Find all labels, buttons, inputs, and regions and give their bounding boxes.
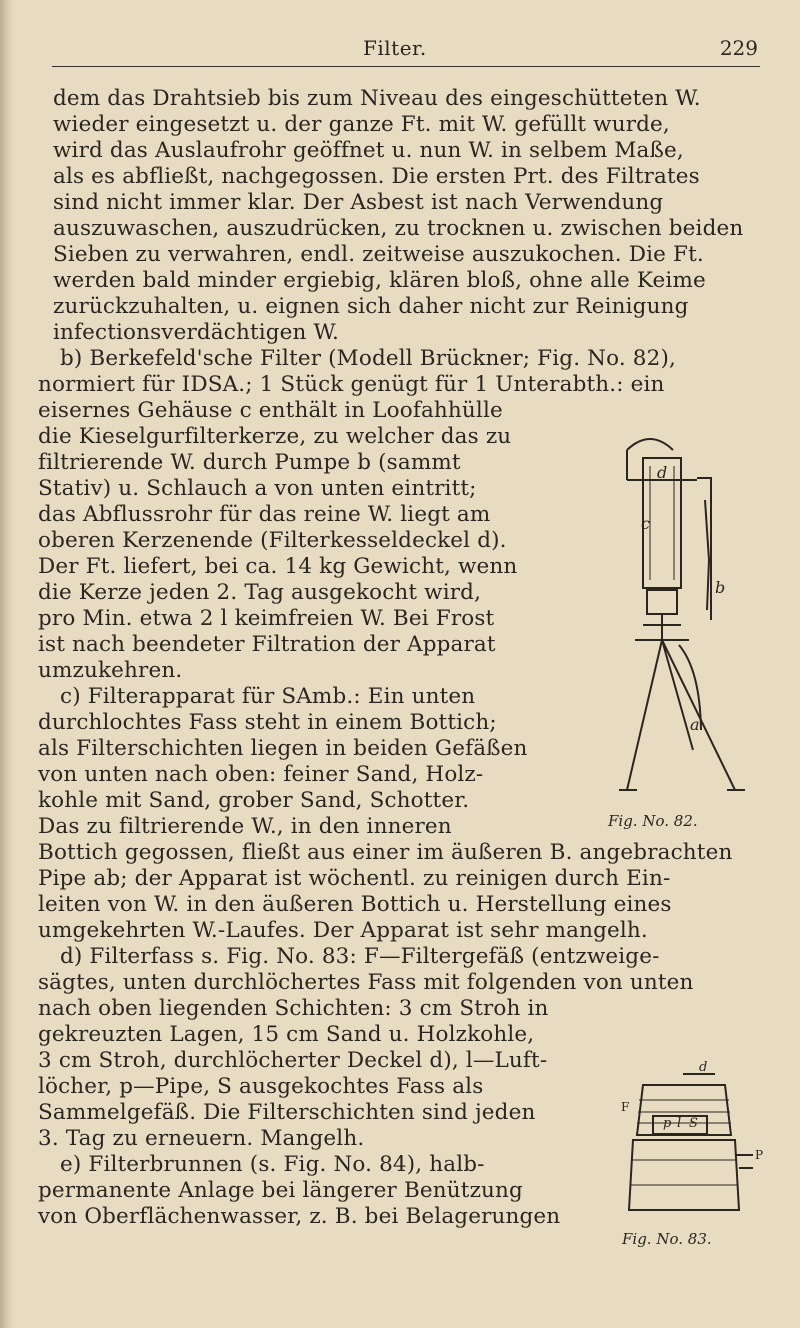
fig82-label-d: d: [657, 463, 668, 482]
filterfass-illustration: [615, 1060, 765, 1220]
text-line: ist nach beendeter Filtration der Apparat: [38, 632, 496, 657]
text-line: das Abflussrohr für das reine W. liegt am: [38, 502, 491, 527]
text-line: durchlochtes Fass steht in einem Bottich;: [38, 710, 497, 735]
text-line: normiert für IDSA.; 1 Stück genügt für 1 Unterabth.: ein: [38, 372, 665, 397]
text-line: als es abfließt, nachgegossen. Die ersten Prt. des Filtrates: [53, 164, 700, 189]
text-line: Pipe ab; der Apparat ist wöchentl. zu reinigen durch Ein-: [38, 866, 671, 891]
text-line: wieder eingesetzt u. der ganze Ft. mit W. gefüllt wurde,: [53, 112, 670, 137]
text-line: filtrierende W. durch Pumpe b (sammt: [38, 450, 461, 475]
text-line: umzukehren.: [38, 658, 183, 683]
text-line: Bottich gegossen, fließt aus einer im äußeren B. angebrachten: [38, 840, 733, 865]
text-line: auszuwaschen, auszudrücken, zu trocknen u. zwischen beiden: [53, 216, 744, 241]
fig83-label-l: l: [677, 1116, 682, 1131]
header-rule: [52, 66, 760, 67]
text-line: Sammelgefäß. Die Filterschichten sind jeden: [38, 1100, 536, 1125]
text-line: oberen Kerzenende (Filterkesseldeckel d).: [38, 528, 507, 553]
text-line: leiten von W. in den äußeren Bottich u. Herstellung eines: [38, 892, 672, 917]
text-line: löcher, p—Pipe, S ausgekochtes Fass als: [38, 1074, 484, 1099]
fig83-label-p: p: [663, 1116, 672, 1131]
page-number: 229: [719, 36, 758, 60]
page-header: [40, 34, 760, 64]
text-line: dem das Drahtsieb bis zum Niveau des eingeschütteten W.: [53, 86, 701, 111]
text-line: nach oben liegenden Schichten: 3 cm Stroh in: [38, 996, 549, 1021]
text-line: d) Filterfass s. Fig. No. 83: F—Filtergefäß (entzweige-: [60, 944, 660, 969]
fig83-label-d: d: [699, 1060, 708, 1075]
text-line: Das zu filtrierende W., in den inneren: [38, 814, 452, 839]
text-line: gekreuzten Lagen, 15 cm Sand u. Holzkohle,: [38, 1022, 535, 1047]
berkefeld-filter-illustration: [605, 410, 765, 810]
fig82-label-a: a: [690, 715, 700, 734]
text-line: b) Berkefeld'sche Filter (Modell Brückner; Fig. No. 82),: [60, 346, 676, 371]
fig82-label-c: c: [641, 514, 650, 533]
figure-83: [615, 1060, 765, 1260]
text-line: umgekehrten W.-Laufes. Der Apparat ist sehr mangelh.: [38, 918, 648, 943]
fig83-label-S: S: [689, 1116, 698, 1131]
text-line: c) Filterapparat für SAmb.: Ein unten: [60, 684, 476, 709]
fig83-label-F: F: [621, 1100, 630, 1114]
text-line: die Kieselgurfilterkerze, zu welcher das zu: [38, 424, 512, 449]
running-head: Filter.: [363, 36, 427, 60]
text-line: 3 cm Stroh, durchlöcherter Deckel d), l—Luft-: [38, 1048, 548, 1073]
text-line: sind nicht immer klar. Der Asbest ist nach Verwendung: [53, 190, 664, 215]
text-line: pro Min. etwa 2 l keimfreien W. Bei Frost: [38, 606, 495, 631]
text-line: Der Ft. liefert, bei ca. 14 kg Gewicht, wenn: [38, 554, 518, 579]
text-line: Sieben zu verwahren, endl. zeitweise auszukochen. Die Ft.: [53, 242, 704, 267]
text-line: wird das Auslaufrohr geöffnet u. nun W. in selbem Maße,: [53, 138, 684, 163]
text-line: Stativ) u. Schlauch a von unten eintritt;: [38, 476, 477, 501]
text-line: zurückzuhalten, u. eignen sich daher nicht zur Reinigung: [53, 294, 689, 319]
page-edge: [0, 0, 14, 1328]
fig83-caption: Fig. No. 83.: [622, 1230, 712, 1248]
text-line: eisernes Gehäuse c enthält in Loofahhülle: [38, 398, 503, 423]
text-line: 3. Tag zu erneuern. Mangelh.: [38, 1126, 365, 1151]
text-line: von unten nach oben: feiner Sand, Holz-: [38, 762, 484, 787]
figure-82: [605, 410, 765, 840]
text-line: kohle mit Sand, grober Sand, Schotter.: [38, 788, 470, 813]
text-line: permanente Anlage bei längerer Benützung: [38, 1178, 523, 1203]
fig83-label-P: P: [755, 1148, 764, 1162]
text-line: sägtes, unten durchlöchertes Fass mit folgenden von unten: [38, 970, 694, 995]
fig82-caption: Fig. No. 82.: [608, 812, 698, 830]
text-line: infectionsverdächtigen W.: [53, 320, 340, 345]
text-line: die Kerze jeden 2. Tag ausgekocht wird,: [38, 580, 482, 605]
text-line: als Filterschichten liegen in beiden Gefäßen: [38, 736, 528, 761]
fig82-label-b: b: [715, 578, 726, 597]
text-line: e) Filterbrunnen (s. Fig. No. 84), halb-: [60, 1152, 485, 1177]
text-line: von Oberflächenwasser, z. B. bei Belagerungen: [38, 1204, 561, 1229]
text-line: werden bald minder ergiebig, klären bloß, ohne alle Keime: [53, 268, 706, 293]
